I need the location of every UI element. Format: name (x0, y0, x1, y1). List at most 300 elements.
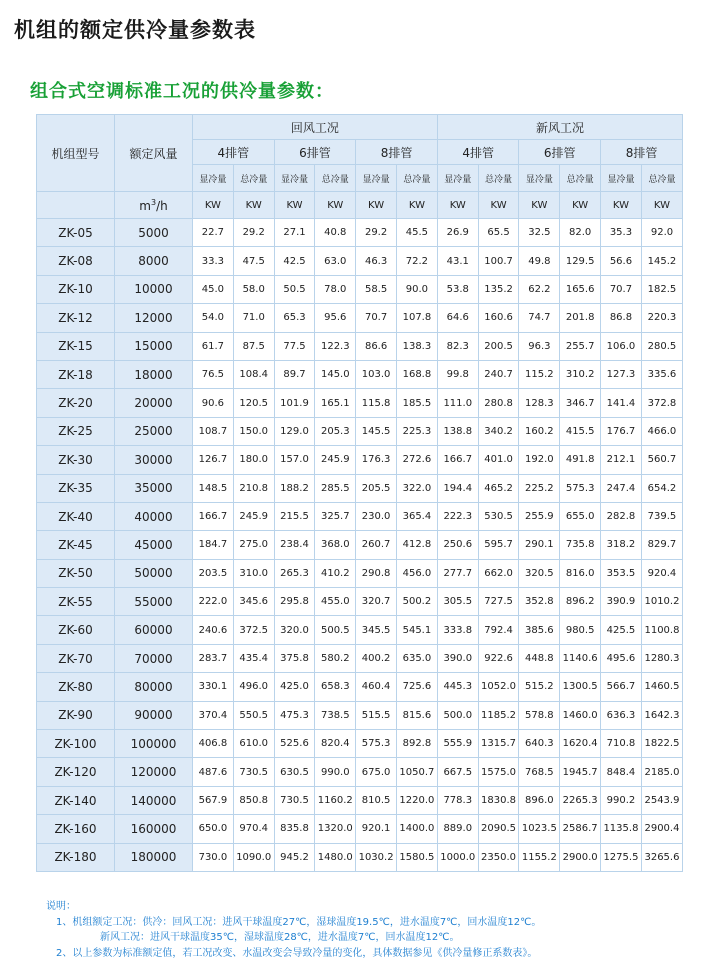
capacity-sub-header: 显冷量 (601, 165, 642, 192)
capacity-cell: 410.2 (315, 559, 356, 587)
capacity-cell: 820.4 (315, 730, 356, 758)
capacity-cell: 46.3 (356, 247, 397, 275)
capacity-cell: 500.0 (437, 701, 478, 729)
model-cell: ZK-08 (37, 247, 115, 275)
capacity-cell: 82.0 (560, 219, 601, 247)
capacity-cell: 3265.6 (641, 843, 682, 871)
coil-header: 8排管 (601, 140, 683, 165)
capacity-cell: 460.4 (356, 673, 397, 701)
capacity-cell: 335.6 (641, 360, 682, 388)
capacity-cell: 64.6 (437, 304, 478, 332)
airflow-cell: 180000 (115, 843, 193, 871)
airflow-cell: 40000 (115, 502, 193, 530)
unit-header: KW (193, 192, 234, 219)
capacity-cell: 1030.2 (356, 843, 397, 871)
model-cell: ZK-50 (37, 559, 115, 587)
capacity-cell: 566.7 (601, 673, 642, 701)
model-cell: ZK-160 (37, 815, 115, 843)
capacity-cell: 320.7 (356, 588, 397, 616)
capacity-cell: 425.0 (274, 673, 315, 701)
capacity-cell: 101.9 (274, 389, 315, 417)
airflow-cell: 18000 (115, 360, 193, 388)
capacity-cell: 1160.2 (315, 786, 356, 814)
capacity-cell: 86.6 (356, 332, 397, 360)
capacity-cell: 580.2 (315, 644, 356, 672)
capacity-cell: 58.5 (356, 275, 397, 303)
capacity-cell: 560.7 (641, 446, 682, 474)
capacity-cell: 1460.0 (560, 701, 601, 729)
capacity-cell: 70.7 (601, 275, 642, 303)
capacity-cell: 210.8 (233, 474, 274, 502)
capacity-cell: 1140.6 (560, 644, 601, 672)
capacity-cell: 260.7 (356, 531, 397, 559)
capacity-cell: 220.3 (641, 304, 682, 332)
unit-header: KW (315, 192, 356, 219)
capacity-cell: 550.5 (233, 701, 274, 729)
table-row (37, 247, 683, 275)
capacity-cell: 90.6 (193, 389, 234, 417)
capacity-cell: 2586.7 (560, 815, 601, 843)
airflow-cell: 100000 (115, 730, 193, 758)
capacity-cell: 310.2 (560, 360, 601, 388)
capacity-cell: 650.0 (193, 815, 234, 843)
model-cell: ZK-15 (37, 332, 115, 360)
capacity-cell: 1822.5 (641, 730, 682, 758)
capacity-cell: 43.1 (437, 247, 478, 275)
model-cell: ZK-90 (37, 701, 115, 729)
capacity-cell: 82.3 (437, 332, 478, 360)
capacity-cell: 128.3 (519, 389, 560, 417)
capacity-cell: 922.6 (478, 644, 519, 672)
capacity-cell: 305.5 (437, 588, 478, 616)
capacity-cell: 92.0 (641, 219, 682, 247)
model-cell: ZK-10 (37, 275, 115, 303)
capacity-cell: 95.6 (315, 304, 356, 332)
capacity-cell: 225.2 (519, 474, 560, 502)
capacity-cell: 212.1 (601, 446, 642, 474)
capacity-cell: 107.8 (396, 304, 437, 332)
capacity-cell: 58.0 (233, 275, 274, 303)
capacity-cell: 333.8 (437, 616, 478, 644)
capacity-cell: 115.2 (519, 360, 560, 388)
model-cell: ZK-80 (37, 673, 115, 701)
capacity-cell: 401.0 (478, 446, 519, 474)
unit-header: KW (478, 192, 519, 219)
capacity-cell: 365.4 (396, 502, 437, 530)
table-header (37, 115, 683, 219)
notes (46, 899, 541, 961)
airflow-cell: 15000 (115, 332, 193, 360)
capacity-sub-header: 显冷量 (356, 165, 397, 192)
capacity-sub-header: 显冷量 (519, 165, 560, 192)
capacity-cell: 970.4 (233, 815, 274, 843)
capacity-cell: 567.9 (193, 786, 234, 814)
capacity-cell: 115.8 (356, 389, 397, 417)
airflow-cell: 80000 (115, 673, 193, 701)
capacity-cell: 920.4 (641, 559, 682, 587)
cooling-capacity-table (36, 114, 683, 872)
capacity-cell: 184.7 (193, 531, 234, 559)
capacity-cell: 78.0 (315, 275, 356, 303)
capacity-cell: 33.3 (193, 247, 234, 275)
airflow-cell: 70000 (115, 644, 193, 672)
capacity-cell: 42.5 (274, 247, 315, 275)
table-row (37, 588, 683, 616)
model-cell: ZK-35 (37, 474, 115, 502)
capacity-cell: 435.4 (233, 644, 274, 672)
capacity-cell: 182.5 (641, 275, 682, 303)
capacity-cell: 896.0 (519, 786, 560, 814)
airflow-cell: 25000 (115, 417, 193, 445)
capacity-cell: 892.8 (396, 730, 437, 758)
coil-header: 6排管 (519, 140, 601, 165)
capacity-cell: 1300.5 (560, 673, 601, 701)
capacity-cell: 345.5 (356, 616, 397, 644)
coil-header: 6排管 (274, 140, 356, 165)
capacity-cell: 372.5 (233, 616, 274, 644)
model-cell: ZK-40 (37, 502, 115, 530)
return-air-group-header: 回风工况 (193, 115, 438, 140)
unit-header: KW (437, 192, 478, 219)
capacity-cell: 157.0 (274, 446, 315, 474)
airflow-cell: 20000 (115, 389, 193, 417)
capacity-cell: 675.0 (356, 758, 397, 786)
capacity-cell: 500.5 (315, 616, 356, 644)
capacity-cell: 108.7 (193, 417, 234, 445)
unit-header: KW (356, 192, 397, 219)
capacity-cell: 455.0 (315, 588, 356, 616)
table-row (37, 701, 683, 729)
capacity-cell: 282.8 (601, 502, 642, 530)
capacity-cell: 1580.5 (396, 843, 437, 871)
capacity-cell: 45.5 (396, 219, 437, 247)
capacity-cell: 1620.4 (560, 730, 601, 758)
capacity-cell: 1023.5 (519, 815, 560, 843)
capacity-cell: 99.8 (437, 360, 478, 388)
capacity-cell: 72.2 (396, 247, 437, 275)
capacity-cell: 185.5 (396, 389, 437, 417)
capacity-cell: 555.9 (437, 730, 478, 758)
table-row (37, 417, 683, 445)
capacity-cell: 285.5 (315, 474, 356, 502)
capacity-cell: 277.7 (437, 559, 478, 587)
capacity-cell: 176.7 (601, 417, 642, 445)
model-cell: ZK-180 (37, 843, 115, 871)
capacity-cell: 29.2 (356, 219, 397, 247)
capacity-cell: 636.3 (601, 701, 642, 729)
capacity-cell: 575.3 (560, 474, 601, 502)
capacity-cell: 138.8 (437, 417, 478, 445)
capacity-cell: 730.5 (274, 786, 315, 814)
airflow-column-header: 额定风量 (115, 115, 193, 192)
capacity-cell: 320.0 (274, 616, 315, 644)
capacity-cell: 215.5 (274, 502, 315, 530)
capacity-cell: 275.0 (233, 531, 274, 559)
capacity-cell: 148.5 (193, 474, 234, 502)
capacity-cell: 2350.0 (478, 843, 519, 871)
capacity-cell: 495.6 (601, 644, 642, 672)
capacity-cell: 63.0 (315, 247, 356, 275)
capacity-cell: 240.6 (193, 616, 234, 644)
airflow-cell: 8000 (115, 247, 193, 275)
capacity-cell: 108.4 (233, 360, 274, 388)
capacity-cell: 160.6 (478, 304, 519, 332)
capacity-cell: 896.2 (560, 588, 601, 616)
capacity-cell: 265.3 (274, 559, 315, 587)
capacity-cell: 89.7 (274, 360, 315, 388)
airflow-cell: 10000 (115, 275, 193, 303)
capacity-cell: 738.5 (315, 701, 356, 729)
capacity-cell: 415.5 (560, 417, 601, 445)
capacity-sub-header: 总冷量 (396, 165, 437, 192)
capacity-cell: 200.5 (478, 332, 519, 360)
notes-label: 说明： (46, 901, 76, 912)
capacity-cell: 658.3 (315, 673, 356, 701)
capacity-cell: 456.0 (396, 559, 437, 587)
capacity-cell: 250.6 (437, 531, 478, 559)
model-cell: ZK-120 (37, 758, 115, 786)
capacity-cell: 610.0 (233, 730, 274, 758)
capacity-cell: 1400.0 (396, 815, 437, 843)
capacity-cell: 2543.9 (641, 786, 682, 814)
capacity-cell: 491.8 (560, 446, 601, 474)
capacity-cell: 1642.3 (641, 701, 682, 729)
table-row (37, 474, 683, 502)
table-row (37, 644, 683, 672)
model-cell: ZK-70 (37, 644, 115, 672)
capacity-cell: 27.1 (274, 219, 315, 247)
capacity-cell: 778.3 (437, 786, 478, 814)
coil-header: 4排管 (193, 140, 275, 165)
capacity-cell: 290.8 (356, 559, 397, 587)
airflow-cell: 55000 (115, 588, 193, 616)
capacity-cell: 245.9 (233, 502, 274, 530)
capacity-cell: 425.5 (601, 616, 642, 644)
capacity-sub-header: 总冷量 (478, 165, 519, 192)
capacity-cell: 129.5 (560, 247, 601, 275)
capacity-cell: 126.7 (193, 446, 234, 474)
airflow-cell: 60000 (115, 616, 193, 644)
airflow-cell: 50000 (115, 559, 193, 587)
capacity-cell: 1280.3 (641, 644, 682, 672)
capacity-cell: 203.5 (193, 559, 234, 587)
capacity-cell: 225.3 (396, 417, 437, 445)
capacity-cell: 40.8 (315, 219, 356, 247)
capacity-cell: 412.8 (396, 531, 437, 559)
capacity-cell: 1185.2 (478, 701, 519, 729)
capacity-cell: 2900.0 (560, 843, 601, 871)
capacity-cell: 166.7 (193, 502, 234, 530)
capacity-cell: 245.9 (315, 446, 356, 474)
capacity-cell: 829.7 (641, 531, 682, 559)
capacity-sub-header: 显冷量 (193, 165, 234, 192)
capacity-cell: 667.5 (437, 758, 478, 786)
capacity-cell: 111.0 (437, 389, 478, 417)
airflow-unit-header: $m^3/h$ (115, 192, 193, 219)
capacity-cell: 280.8 (478, 389, 519, 417)
unit-header: KW (274, 192, 315, 219)
fresh-air-group-header: 新风工况 (437, 115, 682, 140)
capacity-cell: 50.5 (274, 275, 315, 303)
page-title: 机组的额定供冷量参数表 (14, 18, 256, 42)
capacity-cell: 65.5 (478, 219, 519, 247)
model-cell: ZK-12 (37, 304, 115, 332)
capacity-cell: 1480.0 (315, 843, 356, 871)
table-row (37, 531, 683, 559)
capacity-cell: 283.7 (193, 644, 234, 672)
table-row (37, 758, 683, 786)
table-row (37, 786, 683, 814)
capacity-cell: 53.8 (437, 275, 478, 303)
capacity-cell: 61.7 (193, 332, 234, 360)
model-cell: ZK-30 (37, 446, 115, 474)
airflow-cell: 160000 (115, 815, 193, 843)
capacity-cell: 150.0 (233, 417, 274, 445)
capacity-cell: 26.9 (437, 219, 478, 247)
capacity-cell: 465.2 (478, 474, 519, 502)
unit-header-row (37, 192, 683, 219)
capacity-cell: 45.0 (193, 275, 234, 303)
table-row (37, 304, 683, 332)
capacity-cell: 65.3 (274, 304, 315, 332)
capacity-cell: 654.2 (641, 474, 682, 502)
capacity-cell: 487.6 (193, 758, 234, 786)
note-line-2: 新风工况：进风干球温度35℃，湿球温度28℃，进水温度7℃，回水温度12℃。 (100, 932, 460, 943)
capacity-cell: 730.0 (193, 843, 234, 871)
capacity-cell: 272.6 (396, 446, 437, 474)
capacity-cell: 635.0 (396, 644, 437, 672)
capacity-cell: 515.2 (519, 673, 560, 701)
capacity-cell: 368.0 (315, 531, 356, 559)
table-row (37, 219, 683, 247)
capacity-cell: 280.5 (641, 332, 682, 360)
airflow-cell: 5000 (115, 219, 193, 247)
capacity-cell: 725.6 (396, 673, 437, 701)
table-row (37, 446, 683, 474)
airflow-cell: 12000 (115, 304, 193, 332)
table-row (37, 559, 683, 587)
cooling-capacity-table-container (36, 114, 682, 872)
capacity-cell: 1135.8 (601, 815, 642, 843)
capacity-cell: 640.3 (519, 730, 560, 758)
table-row (37, 843, 683, 871)
model-column-header: 机组型号 (37, 115, 115, 192)
capacity-cell: 1000.0 (437, 843, 478, 871)
table-row (37, 275, 683, 303)
note-line-3: 2、以上参数为标准额定值，若工况改变、水温改变会导致冷量的变化，具体数据参见《供冷量修正系数表》。 (56, 947, 538, 959)
capacity-cell: 87.5 (233, 332, 274, 360)
unit-header: KW (519, 192, 560, 219)
capacity-cell: 2185.0 (641, 758, 682, 786)
capacity-cell: 990.0 (315, 758, 356, 786)
capacity-cell: 727.5 (478, 588, 519, 616)
table-row (37, 502, 683, 530)
capacity-cell: 448.8 (519, 644, 560, 672)
capacity-cell: 848.4 (601, 758, 642, 786)
capacity-cell: 320.5 (519, 559, 560, 587)
capacity-cell: 466.0 (641, 417, 682, 445)
capacity-cell: 815.6 (396, 701, 437, 729)
capacity-cell: 318.2 (601, 531, 642, 559)
airflow-cell: 35000 (115, 474, 193, 502)
model-cell: ZK-18 (37, 360, 115, 388)
capacity-cell: 168.8 (396, 360, 437, 388)
capacity-cell: 325.7 (315, 502, 356, 530)
model-cell: ZK-05 (37, 219, 115, 247)
capacity-cell: 545.1 (396, 616, 437, 644)
capacity-cell: 1090.0 (233, 843, 274, 871)
capacity-cell: 47.5 (233, 247, 274, 275)
capacity-cell: 77.5 (274, 332, 315, 360)
capacity-cell: 406.8 (193, 730, 234, 758)
airflow-cell: 90000 (115, 701, 193, 729)
capacity-cell: 1575.0 (478, 758, 519, 786)
capacity-cell: 29.2 (233, 219, 274, 247)
capacity-cell: 166.7 (437, 446, 478, 474)
capacity-cell: 1275.5 (601, 843, 642, 871)
capacity-cell: 86.8 (601, 304, 642, 332)
unit-header: KW (560, 192, 601, 219)
capacity-cell: 346.7 (560, 389, 601, 417)
capacity-cell: 122.3 (315, 332, 356, 360)
capacity-cell: 247.4 (601, 474, 642, 502)
model-cell: ZK-55 (37, 588, 115, 616)
capacity-sub-header: 总冷量 (641, 165, 682, 192)
capacity-cell: 575.3 (356, 730, 397, 758)
capacity-cell: 385.6 (519, 616, 560, 644)
capacity-cell: 1315.7 (478, 730, 519, 758)
capacity-cell: 352.8 (519, 588, 560, 616)
capacity-cell: 1320.0 (315, 815, 356, 843)
capacity-cell: 500.2 (396, 588, 437, 616)
capacity-cell: 1460.5 (641, 673, 682, 701)
capacity-sub-header: 总冷量 (233, 165, 274, 192)
capacity-cell: 445.3 (437, 673, 478, 701)
capacity-cell: 340.2 (478, 417, 519, 445)
coil-header: 4排管 (437, 140, 519, 165)
airflow-cell: 30000 (115, 446, 193, 474)
capacity-cell: 662.0 (478, 559, 519, 587)
capacity-cell: 1830.8 (478, 786, 519, 814)
capacity-cell: 1220.0 (396, 786, 437, 814)
capacity-cell: 145.2 (641, 247, 682, 275)
capacity-cell: 76.5 (193, 360, 234, 388)
capacity-cell: 194.4 (437, 474, 478, 502)
capacity-sub-header: 显冷量 (274, 165, 315, 192)
capacity-cell: 353.5 (601, 559, 642, 587)
capacity-cell: 792.4 (478, 616, 519, 644)
table-row (37, 815, 683, 843)
capacity-cell: 595.7 (478, 531, 519, 559)
capacity-cell: 62.2 (519, 275, 560, 303)
capacity-cell: 372.8 (641, 389, 682, 417)
capacity-cell: 496.0 (233, 673, 274, 701)
table-row (37, 360, 683, 388)
capacity-cell: 1050.7 (396, 758, 437, 786)
capacity-cell: 255.9 (519, 502, 560, 530)
capacity-cell: 810.5 (356, 786, 397, 814)
model-cell: ZK-60 (37, 616, 115, 644)
section-subtitle: 组合式空调标准工况的供冷量参数： (30, 81, 334, 102)
table-body (37, 219, 683, 872)
model-cell: ZK-140 (37, 786, 115, 814)
table-row (37, 673, 683, 701)
airflow-cell: 45000 (115, 531, 193, 559)
model-cell: ZK-20 (37, 389, 115, 417)
capacity-cell: 980.5 (560, 616, 601, 644)
capacity-cell: 120.5 (233, 389, 274, 417)
capacity-cell: 192.0 (519, 446, 560, 474)
